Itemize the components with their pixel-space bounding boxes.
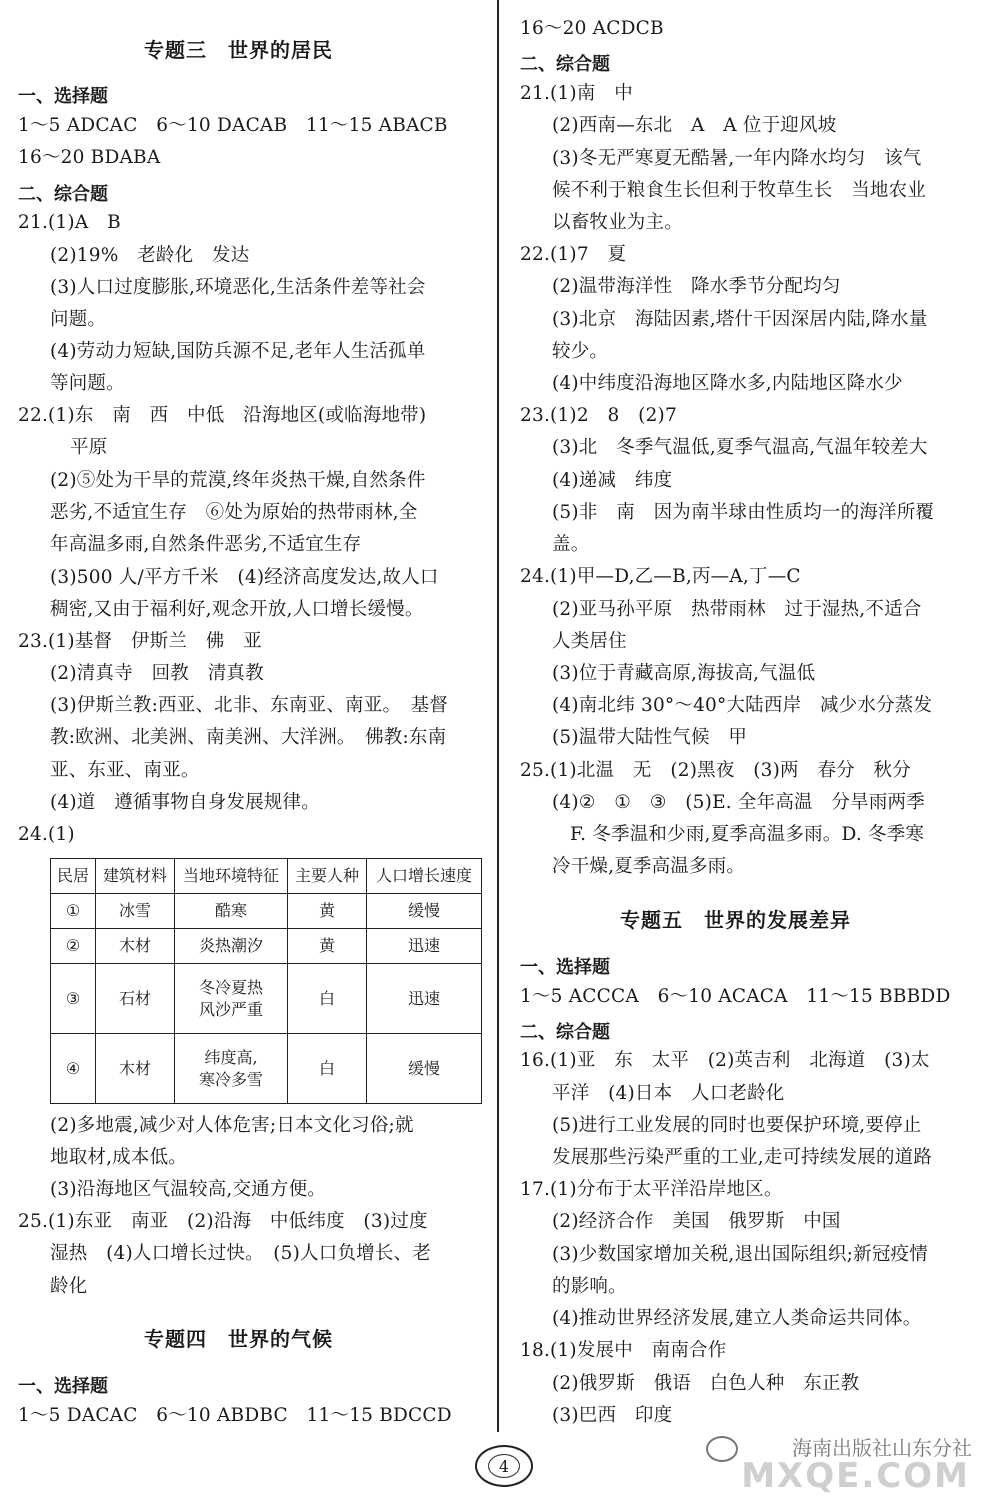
answer-line: 年高温多雨,自然条件恶劣,不适宜生存 [50,534,362,555]
wechat-icon [706,1436,738,1462]
answer-line: (2)清真寺 回教 清真教 [50,663,264,684]
answer-line: (4)中纬度沿海地区降水多,内陆地区降水少 [552,373,903,394]
answer-line: 等问题。 [50,373,125,394]
table-cell-line: 寒冷多雪 [198,1069,263,1089]
answer-line: 18.(1)发展中 南南合作 [520,1340,727,1361]
answer-line: (2)经济合作 美国 俄罗斯 中国 [552,1211,841,1232]
table-cell: 迅速 [367,929,482,964]
table-cell: 白 [288,964,367,1034]
answer-line: (3)伊斯兰教:西亚、北非、东南亚、南亚。 基督 [50,695,448,716]
table-header: 当地环境特征 [175,859,288,894]
answer-line: 24.(1) [18,824,75,845]
table-header: 主要人种 [288,859,367,894]
answer-line: 16.(1)亚 东 太平 (2)英吉利 北海道 (3)太 [520,1050,930,1071]
table-cell: 酷寒 [175,894,288,929]
table-cell: 炎热潮汐 [175,929,288,964]
answer-line: (3)沿海地区气温较高,交通方便。 [50,1179,326,1200]
table-cell: ④ [51,1034,96,1104]
answer-line: (5)非 南 因为南半球由性质均一的海洋所覆 [552,502,935,523]
dwelling-table [50,858,482,1104]
section-choice-3: 一、选择题 [520,957,610,978]
section-comprehensive-2: 二、综合题 [520,54,610,75]
answer-line: (4)道 遵循事物自身发展规律。 [50,792,320,813]
answer-line: (4)南北纬 30°～40°大陆西岸 减少水分蒸发 [552,695,933,716]
table-cell: ② [51,929,96,964]
answer-line: 22.(1)东 南 西 中低 沿海地区(或临海地带) [18,405,427,426]
answer-line: (4)② ① ③ (5)E. 全年高温 分旱雨两季 [552,792,925,813]
table-cell: 黄 [288,894,367,929]
answer-line: (4)递减 纬度 [552,470,673,491]
section-choice-2: 一、选择题 [18,1376,108,1397]
answer-line: 17.(1)分布于太平洋沿岸地区。 [520,1179,783,1200]
answer-line: 25.(1)北温 无 (2)黑夜 (3)两 春分 秋分 [520,760,911,781]
answer-line: (5)温带大陆性气候 甲 [552,727,748,748]
answer-line: 候不利于粮食生长但利于牧草生长 当地农业 [552,180,927,201]
table-header: 建筑材料 [96,859,175,894]
table-cell: 迅速 [367,964,482,1034]
topic-four-heading: 专题四 世界的气候 [144,1327,333,1351]
table-cell: 缓慢 [367,1034,482,1104]
table-cell: 石材 [96,964,175,1034]
answer-line: (3)北京 海陆因素,塔什干因深居内陆,降水量 [552,309,928,330]
answer-line: 亚、东亚、南亚。 [50,760,200,781]
answer-line: (2)西南—东北 A A 位于迎风坡 [552,115,837,136]
table-row [51,929,482,964]
answer-line: (2)⑤处为干旱的荒漠,终年炎热干燥,自然条件 [50,470,426,491]
answer-line: 以畜牧业为主。 [552,212,683,233]
answer-line: 25.(1)东亚 南亚 (2)沿海 中低纬度 (3)过度 [18,1211,428,1232]
table-row [51,894,482,929]
table-cell: ① [51,894,96,929]
answer-line: (3)人口过度膨胀,环境恶化,生活条件差等社会 [50,277,426,298]
answer-line: 湿热 (4)人口增长过快。 (5)人口负增长、老 [50,1243,431,1264]
answer-line: (3)500 人/平方千米 (4)经济高度发达,故人口 [50,567,439,588]
table-cell: 木材 [96,1034,175,1104]
answer-line: 问题。 [50,309,107,330]
answer-line: 22.(1)7 夏 [520,244,627,265]
answer-line: 平洋 (4)日本 人口老龄化 [552,1083,785,1104]
topic-five-heading: 专题五 世界的发展差异 [620,908,851,932]
answer-line: 龄化 [50,1276,88,1297]
answer-line: (2)多地震,减少对人体危害;日本文化习俗;就 [50,1115,414,1136]
table-row [51,964,482,1034]
table-header: 民居 [51,859,96,894]
answer-line: 恶劣,不适宜生存 ⑥处为原始的热带雨林,全 [50,502,418,523]
page-number [475,1445,533,1487]
answer-line: 1～5 ADCAC 6～10 DACAB 11～15 ABACB [18,115,448,136]
table-row [51,1034,482,1104]
answer-line: 地取材,成本低。 [50,1147,187,1168]
answer-line: 1～5 ACCCA 6～10 ACACA 11～15 BBBDD [520,986,951,1007]
answer-line: 1～5 DACAC 6～10 ABDBC 11～15 BDCCD [18,1405,452,1426]
table-header: 人口增长速度 [367,859,482,894]
answer-line: (2)亚马孙平原 热带雨林 过于湿热,不适合 [552,599,922,620]
answer-line: 的影响。 [552,1276,627,1297]
answer-line: (2)俄罗斯 俄语 白色人种 东正教 [552,1373,860,1394]
section-comprehensive-1: 二、综合题 [18,184,108,205]
answer-line: 21.(1)南 中 [520,83,633,104]
answer-line: (2)温带海洋性 降水季节分配均匀 [552,276,841,297]
page-number-text: 4 [498,1456,510,1476]
section-comprehensive-3: 二、综合题 [520,1022,610,1043]
watermark-text: 海南出版社山东分社 [792,1436,972,1460]
answer-line: 16～20 BDABA [18,147,161,168]
site-watermark: MXQE.COM [741,1456,970,1496]
column-divider [497,0,499,1432]
answer-line: (3)少数国家增加关税,退出国际组织;新冠疫情 [552,1244,928,1265]
table-cell: 木材 [96,929,175,964]
answer-line: (3)位于青藏高原,海拔高,气温低 [552,663,816,684]
answer-line: (5)进行工业发展的同时也要保护环境,要停止 [552,1115,922,1136]
section-choice-1: 一、选择题 [18,86,108,107]
topic-three-heading: 专题三 世界的居民 [144,38,333,62]
answer-line: 21.(1)A B [18,212,121,233]
table-cell: 冰雪 [96,894,175,929]
answer-line: 教:欧洲、北美洲、南美洲、大洋洲。 佛教:东南 [50,727,447,748]
answer-line: (3)冬无严寒夏无酷暑,一年内降水均匀 该气 [552,148,922,169]
answer-line: 发展那些污染严重的工业,走可持续发展的道路 [552,1147,933,1168]
answer-line: F. 冬季温和少雨,夏季高温多雨。D. 冬季寒 [570,824,925,845]
answer-line: (4)劳动力短缺,国防兵源不足,老年人生活孤单 [50,341,426,362]
table-cell: 缓慢 [367,894,482,929]
table-cell-line: 风沙严重 [198,999,263,1019]
table-cell-line: 纬度高, [204,1047,258,1067]
answer-line: (4)推动世界经济发展,建立人类命运共同体。 [552,1308,922,1329]
answer-line: 24.(1)甲—D,乙—B,丙—A,丁—C [520,566,801,587]
answer-line: 23.(1)2 8 (2)7 [520,405,677,426]
table-cell: 白 [288,1034,367,1104]
table-cell-line: 冬冷夏热 [198,977,263,997]
answer-line: 冷干燥,夏季高温多雨。 [552,856,746,877]
table-cell: 黄 [288,929,367,964]
answer-line: (3)北 冬季气温低,夏季气温高,气温年较差大 [552,437,928,458]
answer-line: 较少。 [552,341,609,362]
answer-line: (2)19% 老龄化 发达 [50,245,250,266]
answer-line: 人类居住 [552,631,627,652]
table-header-row [51,859,482,894]
table-cell: ③ [51,964,96,1034]
table-cell [175,964,288,1034]
answer-line: (3)巴西 印度 [552,1405,673,1426]
table-cell [175,1034,288,1104]
answer-line: 稠密,又由于福利好,观念开放,人口增长缓慢。 [50,599,424,620]
answer-line: 16～20 ACDCB [520,18,664,39]
answer-line: 23.(1)基督 伊斯兰 佛 亚 [18,631,262,652]
answer-line: 盖。 [552,534,590,555]
answer-line: 平原 [70,437,108,458]
